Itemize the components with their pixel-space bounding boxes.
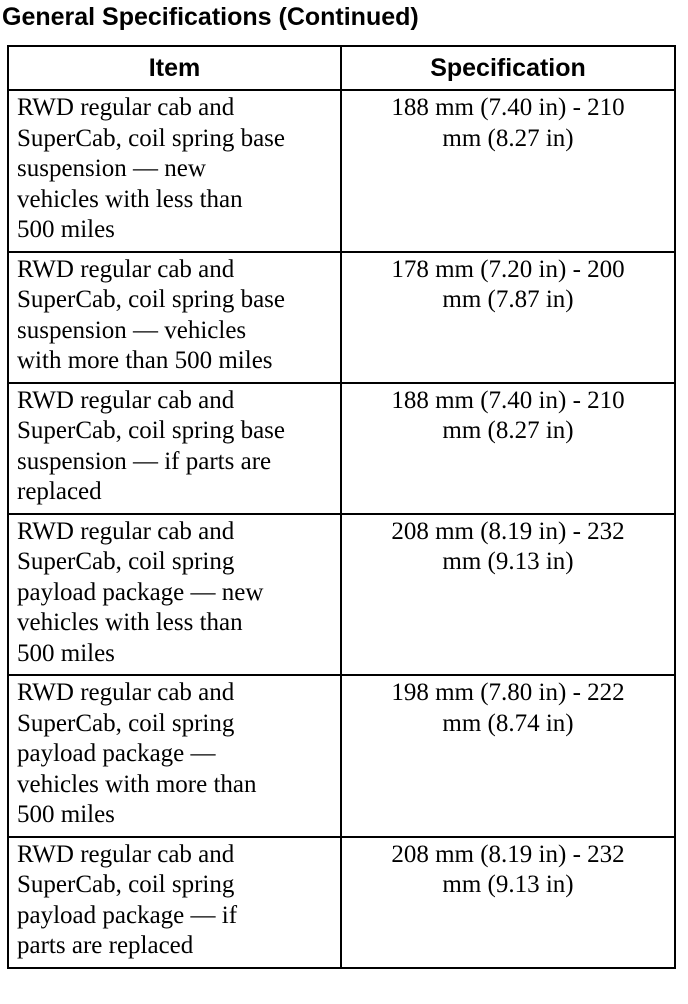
page-title: General Specifications (Continued) — [2, 3, 419, 31]
table-row — [8, 675, 675, 837]
item-cell: RWD regular cab and SuperCab, coil spring base suspension — if parts are replaced — [8, 383, 341, 514]
item-cell: RWD regular cab and SuperCab, coil spring base suspension — vehicles with more than 500 miles — [8, 252, 341, 383]
specifications-table — [7, 45, 676, 969]
table-header-row — [8, 46, 675, 90]
specification-cell: 188 mm (7.40 in) - 210 mm (8.27 in) — [341, 383, 675, 514]
column-header-specification: Specification — [341, 46, 675, 90]
item-cell: RWD regular cab and SuperCab, coil spring payload package — if parts are replaced — [8, 837, 341, 968]
specification-cell: 188 mm (7.40 in) - 210 mm (8.27 in) — [341, 90, 675, 252]
specification-cell: 208 mm (8.19 in) - 232 mm (9.13 in) — [341, 514, 675, 676]
table-row — [8, 837, 675, 968]
specification-cell: 208 mm (8.19 in) - 232 mm (9.13 in) — [341, 837, 675, 968]
table-row — [8, 383, 675, 514]
specification-cell: 178 mm (7.20 in) - 200 mm (7.87 in) — [341, 252, 675, 383]
column-header-item: Item — [8, 46, 341, 90]
item-cell: RWD regular cab and SuperCab, coil spring payload package — vehicles with more than 500 miles — [8, 675, 341, 837]
table-row — [8, 514, 675, 676]
specification-cell: 198 mm (7.80 in) - 222 mm (8.74 in) — [341, 675, 675, 837]
item-cell: RWD regular cab and SuperCab, coil spring base suspension — new vehicles with less than 500 miles — [8, 90, 341, 252]
table-row — [8, 252, 675, 383]
item-cell: RWD regular cab and SuperCab, coil spring payload package — new vehicles with less than 500 miles — [8, 514, 341, 676]
table-row — [8, 90, 675, 252]
